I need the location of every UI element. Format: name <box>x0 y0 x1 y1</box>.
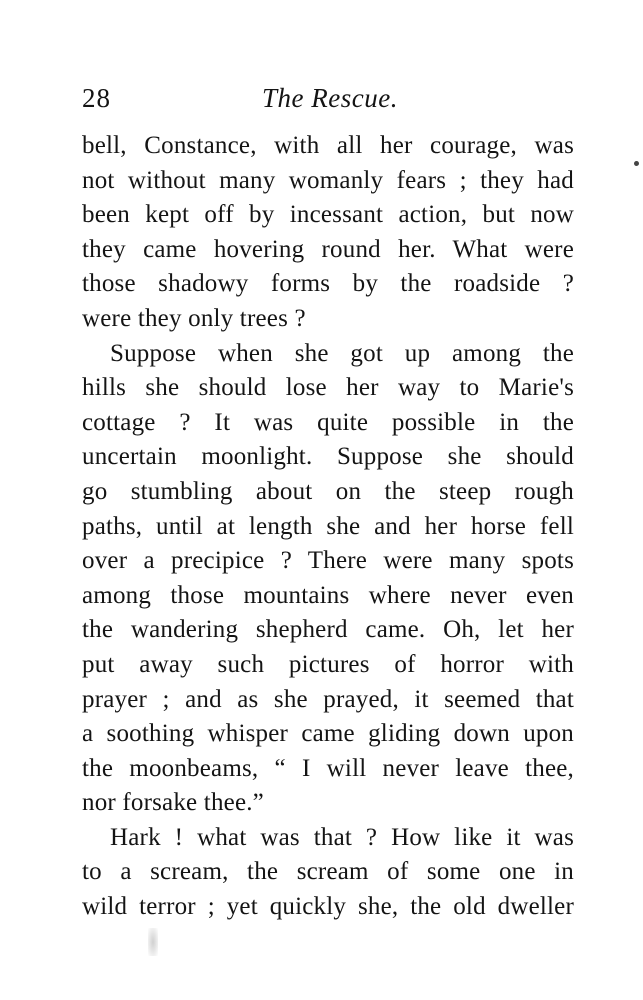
text-line: prayer ; and as she prayed, it seemed that <box>82 685 574 713</box>
page-number: 28 <box>82 83 111 113</box>
text-line: paths, until at length she and her horse fell <box>82 512 574 540</box>
text-line: the wandering shepherd came. Oh, let her <box>82 616 574 644</box>
text-line: to a scream, the scream of some one in <box>82 858 574 886</box>
page-header <box>82 78 577 118</box>
text-line: nor forsake thee.” <box>82 789 264 817</box>
text-line: Hark ! what was that ? How like it was <box>110 823 574 851</box>
body-text <box>82 129 574 925</box>
text-line: put away such pictures of horror with <box>82 650 574 678</box>
text-line: they came hovering round her. What were <box>82 235 574 263</box>
print-speck <box>634 161 639 166</box>
text-line: go stumbling about on the steep rough <box>82 477 574 505</box>
text-line: over a precipice ? There were many spots <box>82 547 574 575</box>
text-line: hills she should lose her way to Marie's <box>82 374 574 402</box>
text-line: cottage ? It was quite possible in the <box>82 408 574 436</box>
text-line: been kept off by incessant action, but now <box>82 201 574 229</box>
text-line: were they only trees ? <box>82 304 306 332</box>
text-line: not without many womanly fears ; they had <box>82 166 574 194</box>
text-line: the moonbeams, “ I will never leave thee, <box>82 754 574 782</box>
text-line: wild terror ; yet quickly she, the old dweller <box>82 893 574 921</box>
text-line: those shadowy forms by the roadside ? <box>82 270 574 298</box>
text-line: uncertain moonlight. Suppose she should <box>82 443 574 471</box>
text-line: Suppose when she got up among the <box>110 339 574 367</box>
text-line: a soothing whisper came gliding down upon <box>82 720 574 748</box>
text-line: among those mountains where never even <box>82 581 574 609</box>
text-line: bell, Constance, with all her courage, was <box>82 132 574 159</box>
running-title: The Rescue. <box>262 83 398 113</box>
paper-smudge <box>148 928 158 956</box>
